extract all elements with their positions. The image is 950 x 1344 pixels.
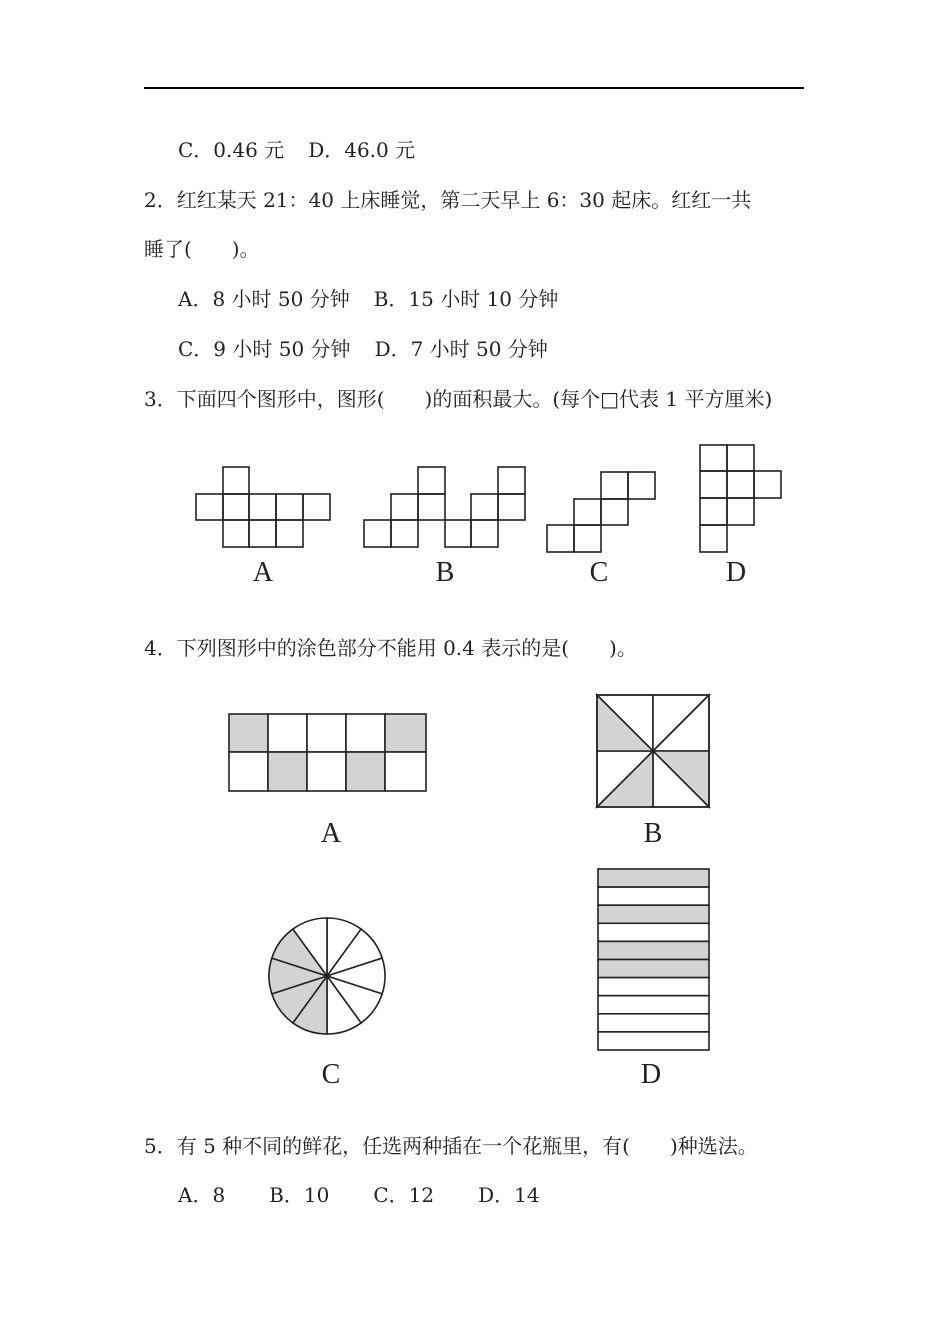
- strip: [598, 1014, 709, 1032]
- q5-stem: 5．有 5 种不同的鲜花，任选两种插在一个花瓶里，有( )种选法。: [144, 1134, 758, 1158]
- q3-label-b: B: [435, 557, 455, 588]
- q2-option-a: A．8 小时 50 分钟: [178, 287, 350, 311]
- q4-label-d: D: [640, 1059, 662, 1090]
- q2-option-d: D．7 小时 50 分钟: [374, 337, 548, 361]
- q4-label-a: A: [320, 818, 342, 849]
- q3-label-c: C: [589, 557, 609, 588]
- strip: [598, 960, 709, 978]
- q1-option-c: C．0.46 元: [178, 138, 285, 162]
- strip: [598, 923, 709, 941]
- q3-figure-d: [700, 445, 781, 552]
- strip: [598, 905, 709, 923]
- q5-option-a: A．8: [178, 1183, 226, 1207]
- q1-option-d: D．46.0 元: [308, 138, 416, 162]
- q5-option-d: D．14: [478, 1183, 540, 1207]
- q3-stem: 3．下面四个图形中，图形( )的面积最大。(每个□代表 1 平方厘米): [144, 387, 773, 411]
- strip: [598, 869, 709, 887]
- q4-figure-d: [598, 869, 709, 1050]
- q2-option-b: B．15 小时 10 分钟: [373, 287, 559, 311]
- q3-label-d: D: [725, 557, 747, 588]
- q5-option-c: C．12: [373, 1183, 435, 1207]
- strip: [598, 941, 709, 959]
- strip: [598, 996, 709, 1014]
- q4-figure-a: [229, 714, 426, 791]
- q4-figure-c: [269, 918, 385, 1034]
- q2-stem-line2: 睡了( )。: [144, 237, 260, 261]
- q4-stem: 4．下列图形中的涂色部分不能用 0.4 表示的是( )。: [144, 636, 637, 660]
- strip: [598, 1032, 709, 1050]
- q3-label-a: A: [252, 557, 274, 588]
- q4-figure-b: [597, 695, 709, 807]
- q5-option-b: B．10: [269, 1183, 330, 1207]
- strip: [598, 887, 709, 905]
- q3-figure-b: [364, 467, 525, 547]
- q2-option-c: C．9 小时 50 分钟: [178, 337, 351, 361]
- q3-figure-c: [547, 472, 655, 552]
- q3-figure-a: [196, 467, 330, 547]
- q4-label-c: C: [321, 1059, 341, 1090]
- strip: [598, 978, 709, 996]
- q4-label-b: B: [643, 818, 663, 849]
- q2-stem-line1: 2．红红某天 21：40 上床睡觉，第二天早上 6：30 起床。红红一共: [144, 188, 752, 212]
